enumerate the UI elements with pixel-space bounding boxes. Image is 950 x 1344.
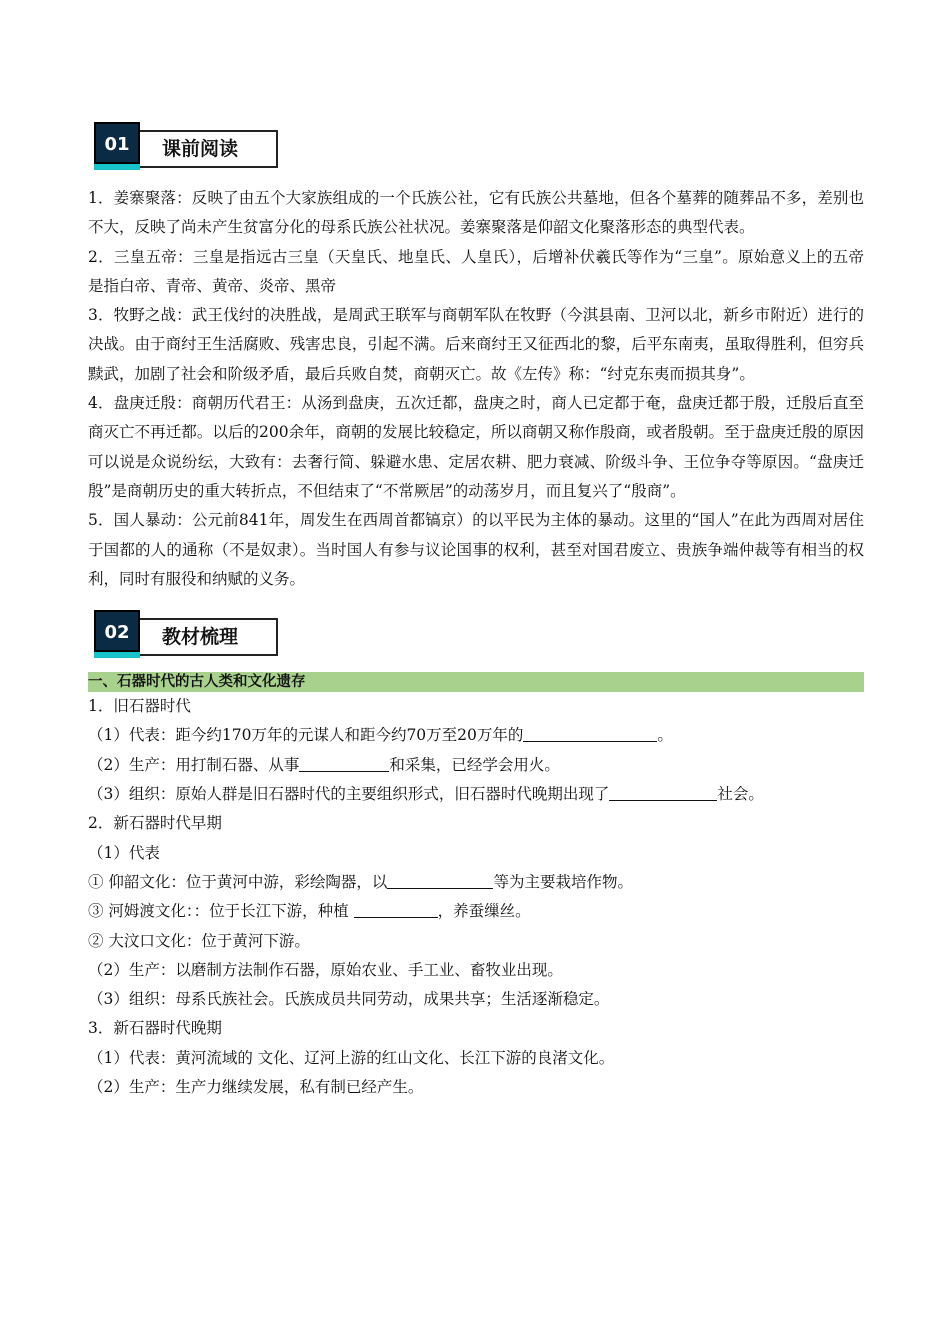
section-number-badge: 02	[94, 610, 140, 652]
section-header-textbook	[88, 608, 288, 664]
paragraph: 3．牧野之战：武王伐纣的决胜战，是周武王联军与商朝军队在牧野（今淇县南、卫河以北，新乡市附近）进行的决战。由于商纣王生活腐败、残害忠良，引起不满。后来商纣王又征西北的黎，后平东南夷，虽取得胜利，但穷兵黩武，加剧了社会和阶级矛盾，最后兵败自焚，商朝灭亡。故《左传》称：“纣克东夷而损其身”。	[88, 306, 864, 383]
section-header-reading	[88, 120, 288, 176]
outline-line: 1．旧石器时代	[88, 697, 191, 716]
outline-line: 3．新石器时代晚期	[88, 1019, 222, 1038]
section-title: 课前阅读	[162, 138, 239, 160]
outline-line: （2）生产：用打制石器、从事 和采集，已经学会用火。	[88, 755, 560, 774]
outline-line: ③ 河姆渡文化：：位于长江下游，种植 ，养蚕缫丝。	[88, 902, 531, 921]
outline-line: （1）代表	[88, 843, 160, 862]
section-title-box	[128, 130, 278, 168]
fill-blank[interactable]	[299, 755, 389, 772]
section-title-box	[128, 618, 278, 656]
section-number-badge: 01	[94, 122, 140, 164]
outline-line: 2．新石器时代早期	[88, 814, 222, 833]
topic-heading-bar: 一、石器时代的古人类和文化遗存	[88, 672, 864, 692]
document-page	[88, 120, 864, 1102]
paragraph: 1．姜寨聚落：反映了由五个大家族组成的一个氏族公社，它有氏族公共墓地，但各个墓葬的随葬品不多，差别也不大，反映了尚未产生贫富分化的母系氏族公社状况。姜寨聚落是仰韶文化聚落形态的典型代表。	[88, 189, 864, 237]
outline-line: （3）组织：原始人群是旧石器时代的主要组织形式，旧石器时代晚期出现了 社会。	[88, 785, 764, 804]
outline-line: （1）代表：黄河流域的 文化、辽河上游的红山文化、长江下游的良渚文化。	[88, 1048, 615, 1067]
paragraph: 5．国人暴动：公元前841年，周发生在西周首都镐京）的以平民为主体的暴动。这里的“国人”在此为西周对居住于国都的人的通称（不是奴隶）。当时国人有参与议论国事的权利，甚至对国君废立、贵族争端仲裁等有相当的权利，同时有服役和纳赋的义务。	[88, 511, 864, 588]
reading-section	[88, 184, 864, 594]
outline-line: ② 大汶口文化：位于黄河下游。	[88, 931, 310, 950]
outline-line: （1）代表：距今约170万年的元谋人和距今约70万至20万年的 。	[88, 726, 673, 745]
paragraph: 2．三皇五帝：三皇是指远古三皇（天皇氏、地皇氏、人皇氏），后增补伏羲氏等作为“三皇”。原始意义上的五帝是指白帝、青帝、黄帝、炎帝、黑帝	[88, 247, 864, 295]
outline-line: ① 仰韶文化：位于黄河中游，彩绘陶器，以 等为主要栽培作物。	[88, 872, 633, 891]
outline-line: （2）生产：生产力继续发展，私有制已经产生。	[88, 1078, 424, 1097]
section-title: 教材梳理	[162, 626, 239, 649]
outline-line: （3）组织：母系氏族社会。氏族成员共同劳动，成果共享；生活逐渐稳定。	[88, 990, 610, 1009]
textbook-outline	[88, 692, 864, 1102]
fill-blank[interactable]	[523, 725, 657, 742]
fill-blank[interactable]	[609, 784, 717, 801]
fill-blank[interactable]	[354, 901, 438, 918]
outline-line: （2）生产：以磨制方法制作石器，原始农业、手工业、畜牧业出现。	[88, 960, 563, 979]
paragraph: 4．盘庚迁殷：商朝历代君王：从汤到盘庚，五次迁都，盘庚之时，商人已定都于奄，盘庚迁都于殷，迁殷后直至商灭亡不再迁都。以后的200余年，商朝的发展比较稳定，所以商朝又称作殷商，或者殷朝。至于盘庚迁殷的原因可以说是众说纷纭，大致有：去奢行简、躲避水患、定居农耕、肥力衰减、阶级斗争、王位争夺等原因。“盘庚迁殷”是商朝历史的重大转折点，不但结束了“不常厥居”的动荡岁月，而且复兴了“殷商”。	[88, 394, 864, 500]
fill-blank[interactable]	[387, 872, 493, 889]
